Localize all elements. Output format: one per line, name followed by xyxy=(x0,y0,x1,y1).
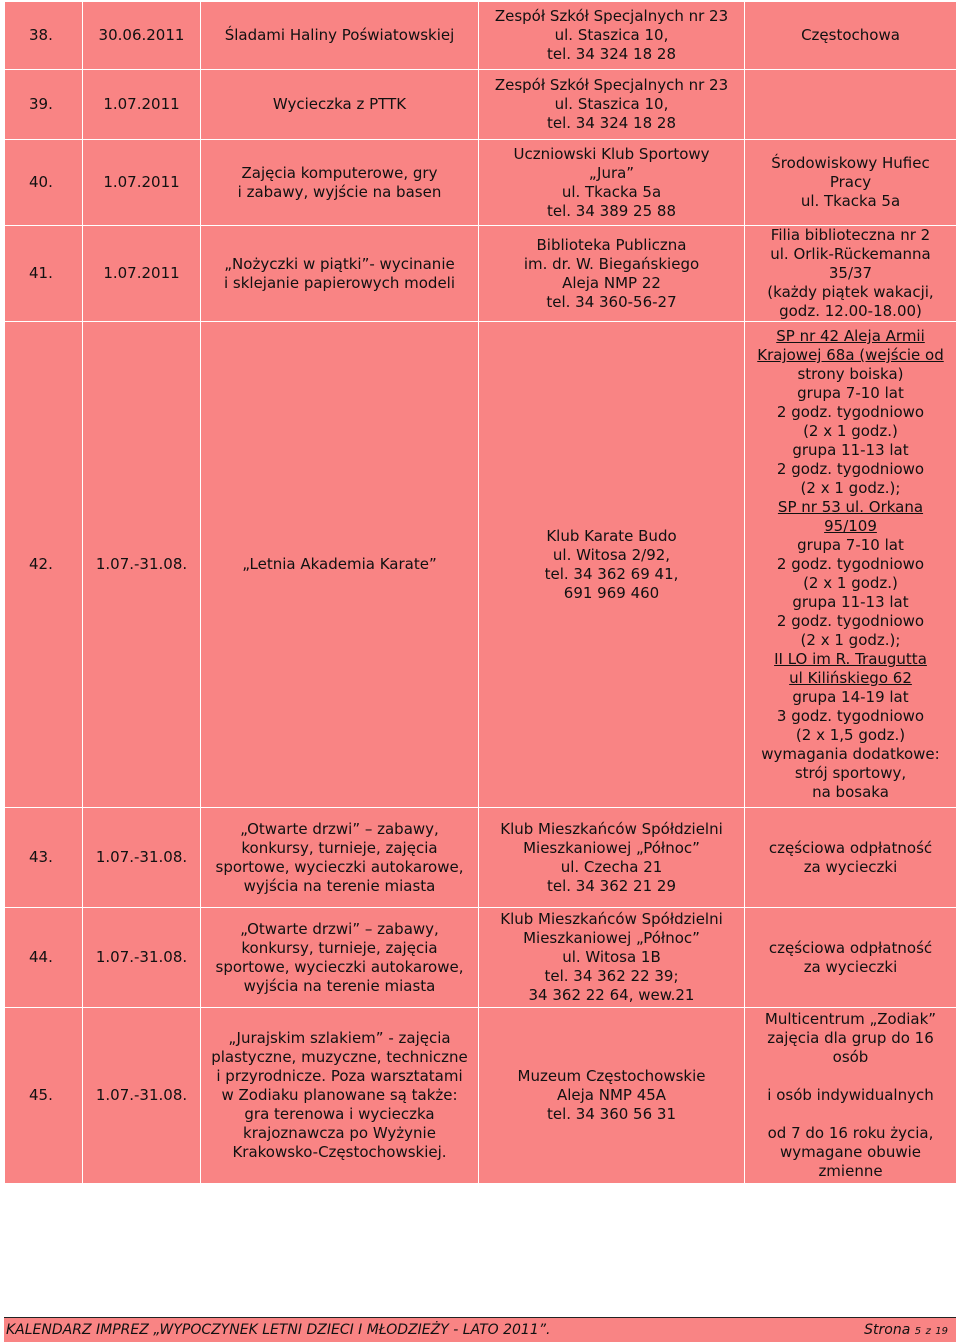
row-number-text: 44. xyxy=(29,948,53,966)
row-number-text: 41. xyxy=(29,264,53,282)
place-line: Zespół Szkół Specjalnych nr 23 xyxy=(494,76,729,94)
place-line: Uczniowski Klub Sportowy xyxy=(513,144,710,163)
schedule-body xyxy=(5,2,957,1184)
row-place xyxy=(479,1008,745,1184)
notes-line: Krajowej 68a (wejście od xyxy=(757,346,944,364)
notes-line: grupa 7-10 lat xyxy=(797,384,904,402)
place-line: Aleja NMP 22 xyxy=(562,273,661,292)
row-notes xyxy=(745,140,957,226)
row-number-text: 45. xyxy=(29,1086,53,1104)
notes-line: II LO im R. Traugutta xyxy=(774,650,927,668)
notes-line: 2 godz. tygodniowo xyxy=(776,460,925,478)
footer-page-total: 19 xyxy=(935,1326,948,1337)
event-line: plastyczne, muzyczne, techniczne xyxy=(211,1048,468,1066)
place-line: tel. 34 362 69 41, xyxy=(544,564,679,583)
row-place xyxy=(479,226,745,322)
place-line: ul. Czecha 21 xyxy=(560,857,663,876)
notes-line: (każdy piątek wakacji, xyxy=(767,283,934,301)
place-line: Klub Mieszkańców Spółdzielni xyxy=(500,910,723,928)
event-line: „Otwarte drzwi” – zabawy, xyxy=(240,819,439,838)
notes-line: częściowa odpłatność xyxy=(768,938,933,957)
notes-line: ul. Tkacka 5a xyxy=(800,192,901,210)
event-line: „Nożyczki w piątki”- wycinanie xyxy=(224,254,455,273)
notes-line: SP nr 42 Aleja Armii xyxy=(776,327,925,345)
place-line: tel. 34 360 56 31 xyxy=(546,1105,676,1123)
event-line: wyjścia na terenie miasta xyxy=(243,876,436,895)
event-line: „Jurajskim szlakiem” - zajęcia xyxy=(228,1029,451,1047)
event-line: konkursy, turnieje, zajęcia xyxy=(241,838,438,857)
event-line: krajoznawcza po Wyżynie xyxy=(243,1124,436,1142)
row-number xyxy=(5,908,83,1008)
row-place xyxy=(479,140,745,226)
notes-line: na bosaka xyxy=(812,783,889,801)
row-event xyxy=(201,226,479,322)
notes-line: Multicentrum „Zodiak” xyxy=(764,1010,937,1028)
row-event xyxy=(201,908,479,1008)
notes-line: grupa 14-19 lat xyxy=(792,688,909,706)
place-line: Aleja NMP 45A xyxy=(556,1086,667,1104)
event-line: w Zodiaku planowane są także: xyxy=(221,1086,458,1104)
row-number xyxy=(5,140,83,226)
row-date-text: 1.07.2011 xyxy=(103,264,180,282)
notes-line: SP nr 53 ul. Orkana xyxy=(777,498,924,516)
notes-line: Częstochowa xyxy=(801,26,900,44)
notes-line: wymagania dodatkowe: xyxy=(761,745,940,763)
notes-line: (2 x 1 godz.); xyxy=(800,479,901,497)
row-place xyxy=(479,2,745,70)
notes-line: (2 x 1 godz.) xyxy=(803,422,898,440)
row-event xyxy=(201,2,479,70)
notes-line: od 7 do 16 roku życia, xyxy=(767,1124,934,1142)
row-date xyxy=(83,808,201,908)
place-line: ul. Staszica 10, xyxy=(554,95,669,113)
place-line: tel. 34 324 18 28 xyxy=(546,114,676,132)
notes-line: wymagane obuwie xyxy=(779,1143,922,1161)
row-date-text: 1.07.-31.08. xyxy=(95,1086,188,1104)
event-line: konkursy, turnieje, zajęcia xyxy=(241,938,438,957)
row-date-text: 1.07.2011 xyxy=(103,95,180,113)
row-date xyxy=(83,322,201,808)
notes-line: grupa 11-13 lat xyxy=(792,441,909,459)
place-line: 691 969 460 xyxy=(563,583,660,602)
place-line: Klub Mieszkańców Spółdzielni xyxy=(500,819,723,838)
row-number-text: 38. xyxy=(29,26,53,44)
table-row xyxy=(5,322,957,808)
place-line: 34 362 22 64, wew.21 xyxy=(528,986,695,1004)
event-line: „Letnia Akademia Karate” xyxy=(242,555,437,573)
notes-line: osób xyxy=(832,1048,869,1066)
row-event xyxy=(201,808,479,908)
row-number-text: 40. xyxy=(29,173,53,191)
row-notes xyxy=(745,1008,957,1184)
event-line: „Otwarte drzwi” – zabawy, xyxy=(240,919,439,938)
row-date-text: 1.07.-31.08. xyxy=(95,848,188,866)
notes-line: Filia biblioteczna nr 2 xyxy=(770,226,931,244)
place-line: ul. Tkacka 5a xyxy=(561,182,662,201)
event-line: wyjścia na terenie miasta xyxy=(243,976,436,995)
notes-line: strój sportowy, xyxy=(794,764,907,782)
row-notes xyxy=(745,908,957,1008)
row-notes xyxy=(745,226,957,322)
table-row xyxy=(5,70,957,140)
table-row xyxy=(5,226,957,322)
row-date xyxy=(83,908,201,1008)
row-number xyxy=(5,2,83,70)
notes-line: zajęcia dla grup do 16 xyxy=(767,1029,934,1047)
row-notes xyxy=(745,2,957,70)
event-line: i zabawy, wyjście na basen xyxy=(237,182,442,201)
place-line: tel. 34 360-56-27 xyxy=(546,292,677,311)
footer-page-of: z xyxy=(925,1326,931,1337)
row-notes xyxy=(745,808,957,908)
place-line: tel. 34 362 21 29 xyxy=(546,876,676,895)
row-number xyxy=(5,226,83,322)
place-line: Zespół Szkół Specjalnych nr 23 xyxy=(494,7,729,25)
table-row xyxy=(5,140,957,226)
notes-line: Pracy xyxy=(829,173,872,191)
row-event xyxy=(201,1008,479,1184)
place-line: tel. 34 324 18 28 xyxy=(546,45,676,63)
place-line: ul. Witosa 2/92, xyxy=(552,545,671,564)
row-date xyxy=(83,70,201,140)
footer-page-number xyxy=(864,1318,948,1344)
notes-line: i osób indywidualnych xyxy=(767,1086,934,1104)
notes-line: grupa 11-13 lat xyxy=(792,593,909,611)
notes-line: za wycieczki xyxy=(803,957,898,976)
row-place xyxy=(479,322,745,808)
row-place xyxy=(479,808,745,908)
row-date xyxy=(83,1008,201,1184)
table-row xyxy=(5,908,957,1008)
event-line: sportowe, wycieczki autokarowe, xyxy=(215,957,464,976)
place-line: Muzeum Częstochowskie xyxy=(517,1067,706,1085)
notes-line: 95/109 xyxy=(824,517,877,535)
row-notes xyxy=(745,70,957,140)
page-footer xyxy=(4,1317,956,1342)
notes-line: 3 godz. tygodniowo xyxy=(776,707,925,725)
place-line: Mieszkaniowej „Północ” xyxy=(523,838,700,857)
row-date-text: 30.06.2011 xyxy=(98,26,185,44)
notes-line: częściowa odpłatność xyxy=(768,838,933,857)
row-date-text: 1.07.-31.08. xyxy=(95,555,188,573)
notes-line: (2 x 1 godz.); xyxy=(800,631,901,649)
place-line: ul. Staszica 10, xyxy=(554,26,669,44)
row-date xyxy=(83,140,201,226)
notes-line: 35/37 xyxy=(828,264,873,282)
event-line: Zajęcia komputerowe, gry xyxy=(241,163,438,182)
place-line: im. dr. W. Biegańskiego xyxy=(523,254,700,273)
row-date-text: 1.07.-31.08. xyxy=(95,948,188,966)
footer-page-current: 5 xyxy=(914,1326,922,1337)
row-number-text: 42. xyxy=(29,555,53,573)
notes-line: 2 godz. tygodniowo xyxy=(776,555,925,573)
event-line: Wycieczka z PTTK xyxy=(272,95,407,113)
row-number xyxy=(5,808,83,908)
notes-line: (2 x 1 godz.) xyxy=(803,574,898,592)
place-line: Mieszkaniowej „Północ” xyxy=(523,929,700,947)
row-place xyxy=(479,70,745,140)
notes-line: ul. Orlik-Rückemanna xyxy=(770,245,931,263)
row-date xyxy=(83,2,201,70)
event-line: i sklejanie papierowych modeli xyxy=(223,273,456,292)
notes-line: 2 godz. tygodniowo xyxy=(776,612,925,630)
notes-line: (2 x 1,5 godz.) xyxy=(795,726,906,744)
notes-line: ul Kilińskiego 62 xyxy=(789,669,912,687)
place-line: tel. 34 362 22 39; xyxy=(544,967,679,985)
row-number xyxy=(5,70,83,140)
row-number xyxy=(5,1008,83,1184)
notes-line: za wycieczki xyxy=(803,857,898,876)
event-line: Śladami Haliny Poświatowskiej xyxy=(224,26,455,44)
schedule-table xyxy=(4,1,957,1184)
notes-line xyxy=(749,1067,952,1086)
row-number-text: 39. xyxy=(29,95,53,113)
table-row xyxy=(5,2,957,70)
row-number-text: 43. xyxy=(29,848,53,866)
event-line: gra terenowa i wycieczka xyxy=(244,1105,435,1123)
notes-line: zmienne xyxy=(818,1162,883,1180)
table-row xyxy=(5,808,957,908)
row-date xyxy=(83,226,201,322)
row-place xyxy=(479,908,745,1008)
footer-title: KALENDARZ IMPREZ „WYPOCZYNEK LETNI DZIECI I MŁODZIEŻY - LATO 2011”. xyxy=(6,1322,551,1338)
notes-line: strony boiska) xyxy=(797,365,904,383)
notes-line: Środowiskowy Hufiec xyxy=(771,154,930,172)
row-date-text: 1.07.2011 xyxy=(103,173,180,191)
notes-line: grupa 7-10 lat xyxy=(797,536,904,554)
notes-line: 2 godz. tygodniowo xyxy=(776,403,925,421)
place-line: ul. Witosa 1B xyxy=(562,948,661,966)
place-line: tel. 34 389 25 88 xyxy=(546,201,676,220)
notes-line xyxy=(749,1105,952,1124)
notes-line: godz. 12.00-18.00) xyxy=(779,302,922,320)
row-event xyxy=(201,70,479,140)
event-line: sportowe, wycieczki autokarowe, xyxy=(215,857,464,876)
footer-page-word: Strona xyxy=(864,1322,911,1338)
row-event xyxy=(201,322,479,808)
place-line: Klub Karate Budo xyxy=(546,526,677,545)
event-line: i przyrodnicze. Poza warsztatami xyxy=(216,1067,463,1085)
row-notes xyxy=(745,322,957,808)
event-line: Krakowsko-Częstochowskiej. xyxy=(232,1143,447,1161)
row-event xyxy=(201,140,479,226)
place-line: „Jura” xyxy=(588,163,635,182)
table-row xyxy=(5,1008,957,1184)
place-line: Biblioteka Publiczna xyxy=(536,235,687,254)
row-number xyxy=(5,322,83,808)
